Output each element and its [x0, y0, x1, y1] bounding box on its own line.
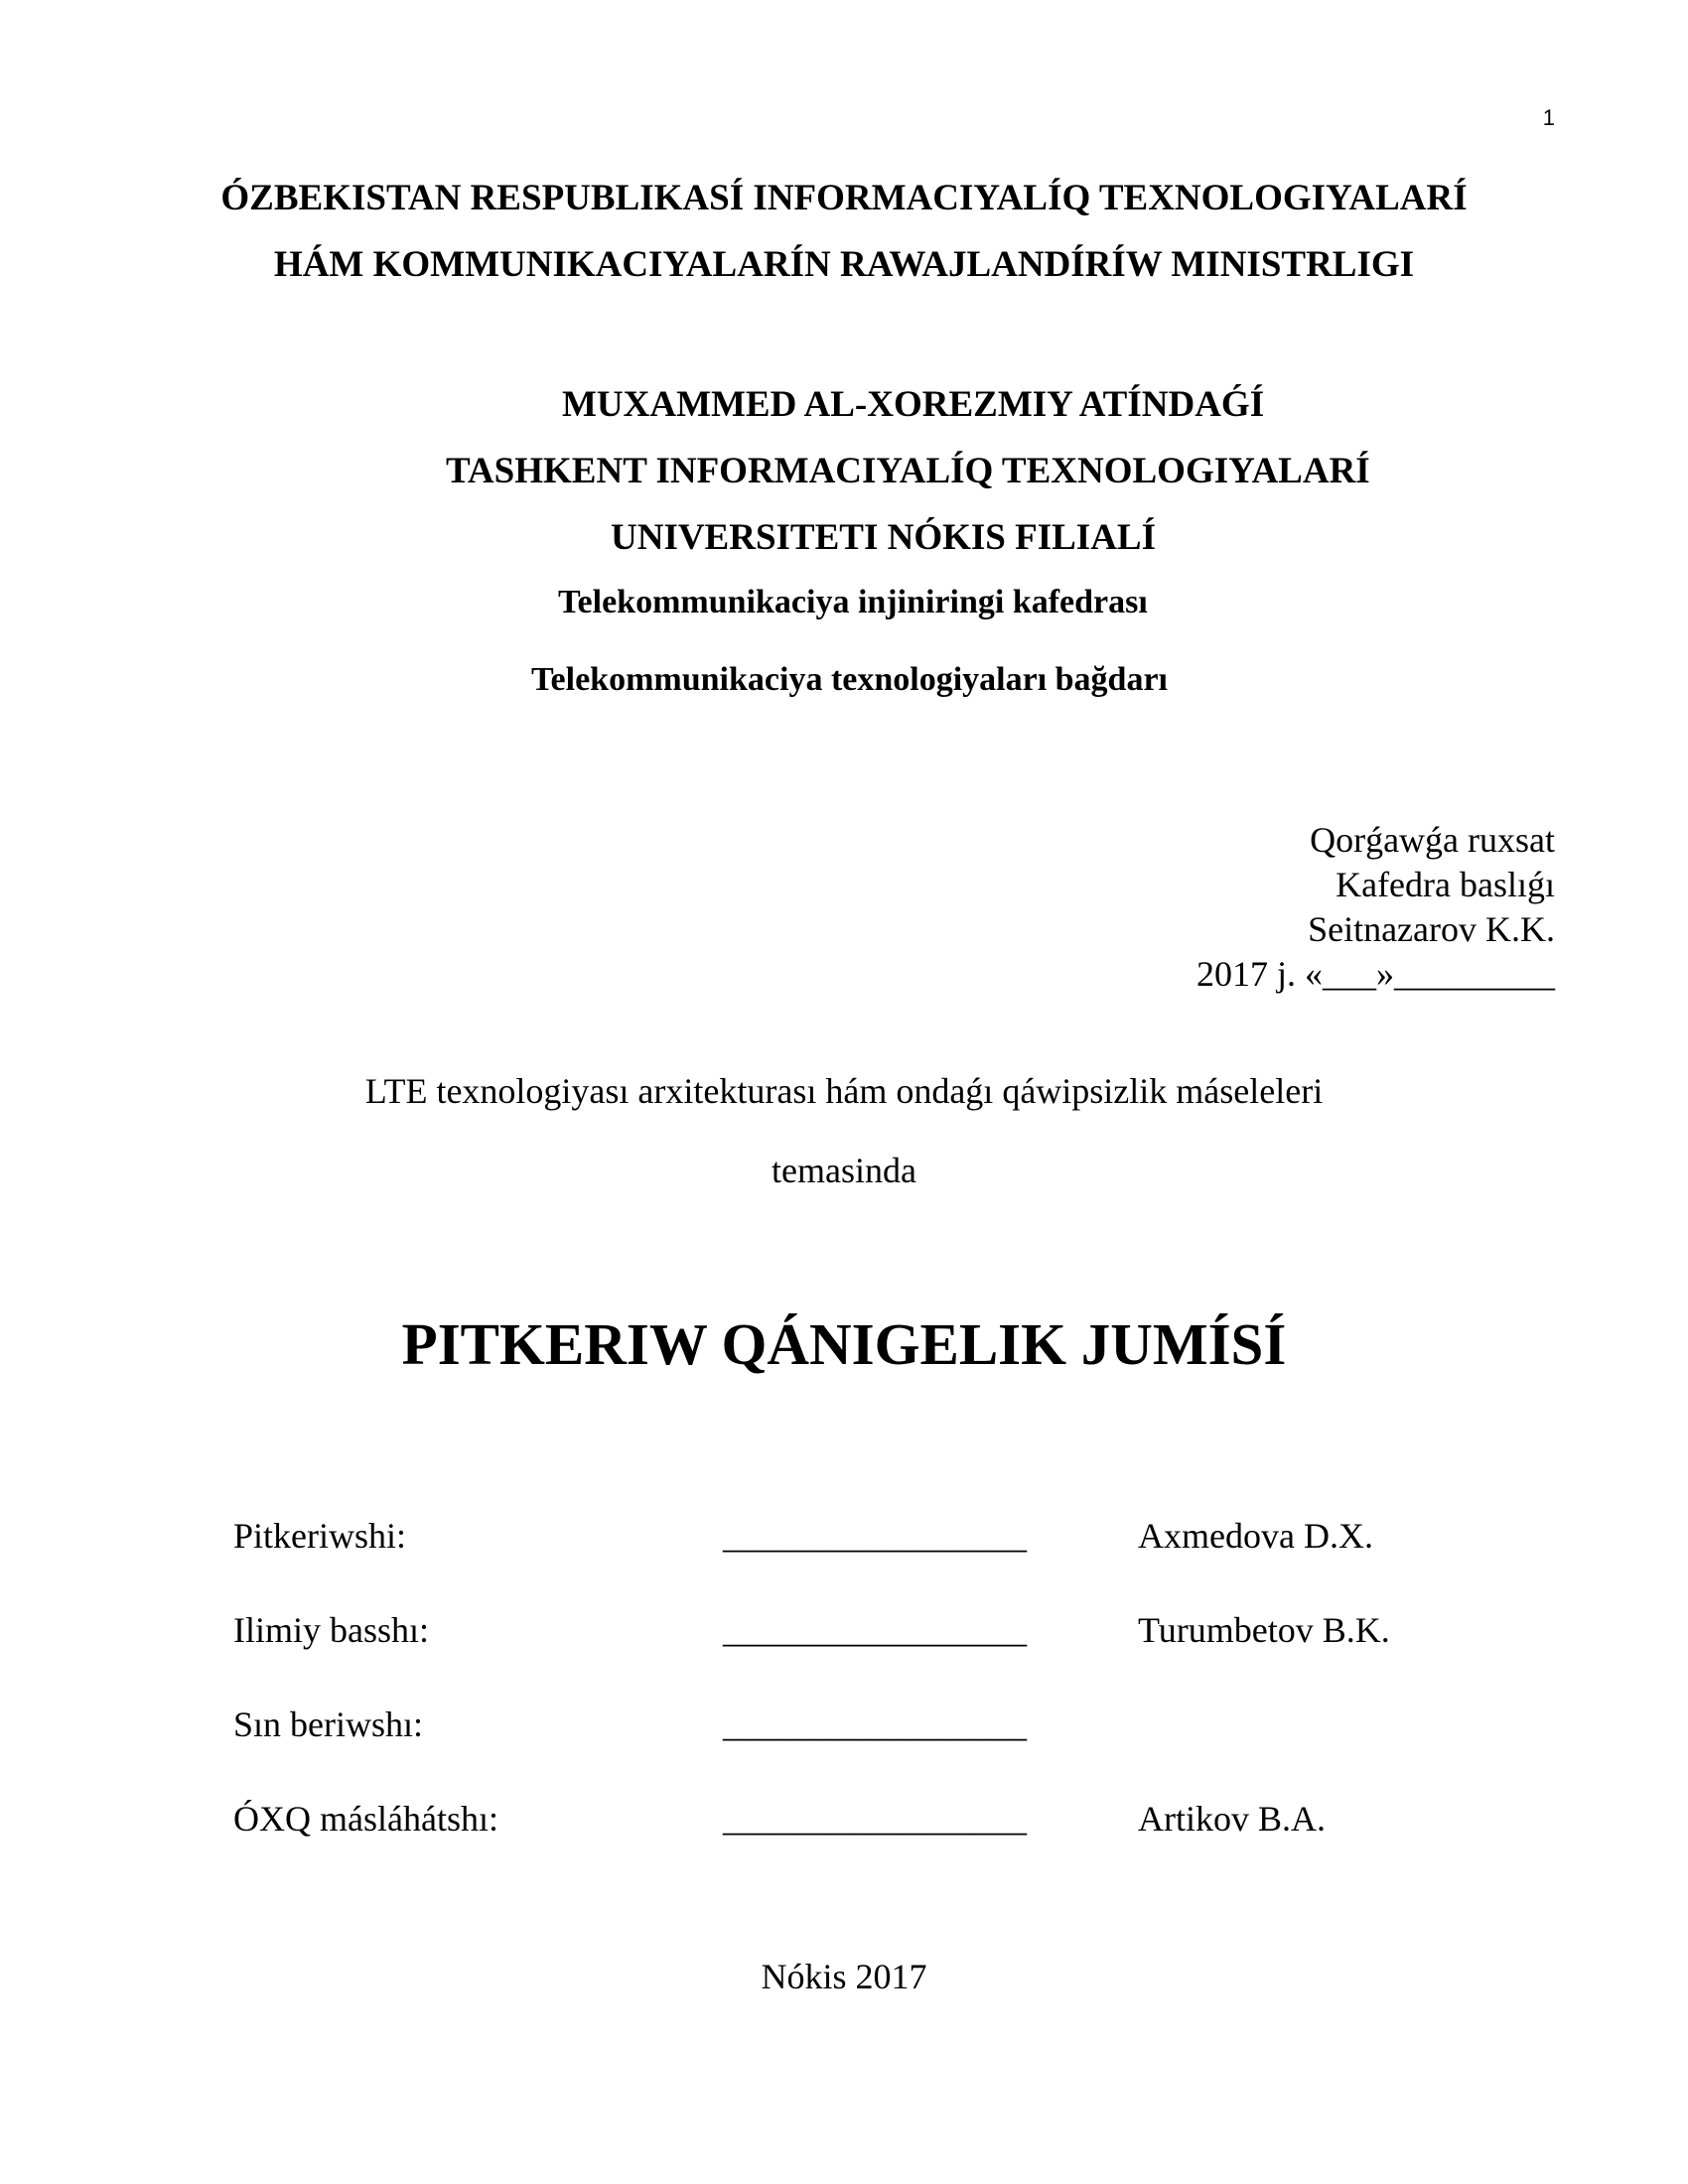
signature-line: _________________	[723, 1705, 1027, 1744]
signature-line: _________________	[723, 1516, 1027, 1556]
ministry-line-1: ÓZBEKISTAN RESPUBLIKASÍ INFORMACIYALÍQ TEXNOLOGIYALARÍ	[220, 178, 1468, 218]
university-line-2: TASHKENT INFORMACIYALÍQ TEXNOLOGIYALARÍ	[446, 451, 1370, 491]
signature-label: Ilimiy basshı:	[233, 1610, 429, 1650]
approval-date-line: 2017 j. «___»_________	[1196, 954, 1555, 994]
topic-line-1: LTE texnologiyası arxitekturası hám ondaǵı qáwipsizlik máseleleri	[364, 1071, 1324, 1111]
approval-line-3: Seitnazarov K.K.	[1308, 909, 1555, 949]
approval-line-2: Kafedra baslıǵı	[1336, 865, 1555, 904]
department-name: Telekommunikaciya injiniringi kafedrası	[558, 584, 1148, 620]
signature-name: Turumbetov B.K.	[1138, 1610, 1390, 1650]
ministry-heading	[0, 165, 1688, 298]
signature-name: Axmedova D.X.	[1138, 1516, 1373, 1556]
place-and-year: Nókis 2017	[761, 1957, 927, 1996]
page-number: 1	[1542, 105, 1555, 130]
ministry-line-2: HÁM KOMMUNIKACIYALARÍN RAWAJLANDÍRÍW MINISTRLIGI	[273, 244, 1415, 285]
signature-label: Pitkeriwshi:	[233, 1516, 407, 1556]
signature-line: _________________	[723, 1610, 1027, 1650]
university-line-1: MUXAMMED AL-XOREZMIY ATÍNDAǴÍ	[562, 384, 1265, 425]
approval-line-1: Qorǵawǵa ruxsat	[1310, 820, 1555, 860]
topic-line-2: temasinda	[772, 1151, 916, 1190]
signature-label: ÓXQ másláhátshı:	[233, 1799, 498, 1839]
direction-name: Telekommunikaciya texnologiyaları bağdarı	[531, 661, 1169, 698]
university-line-3: UNIVERSITETI NÓKIS FILIALÍ	[611, 517, 1157, 558]
document-title: PITKERIW QÁNIGELIK JUMÍSÍ	[401, 1311, 1287, 1377]
signature-label: Sın beriwshı:	[233, 1705, 424, 1744]
signature-name: Artikov B.A.	[1138, 1799, 1326, 1839]
signature-line: _________________	[723, 1799, 1027, 1839]
approval-block	[1196, 818, 1555, 997]
